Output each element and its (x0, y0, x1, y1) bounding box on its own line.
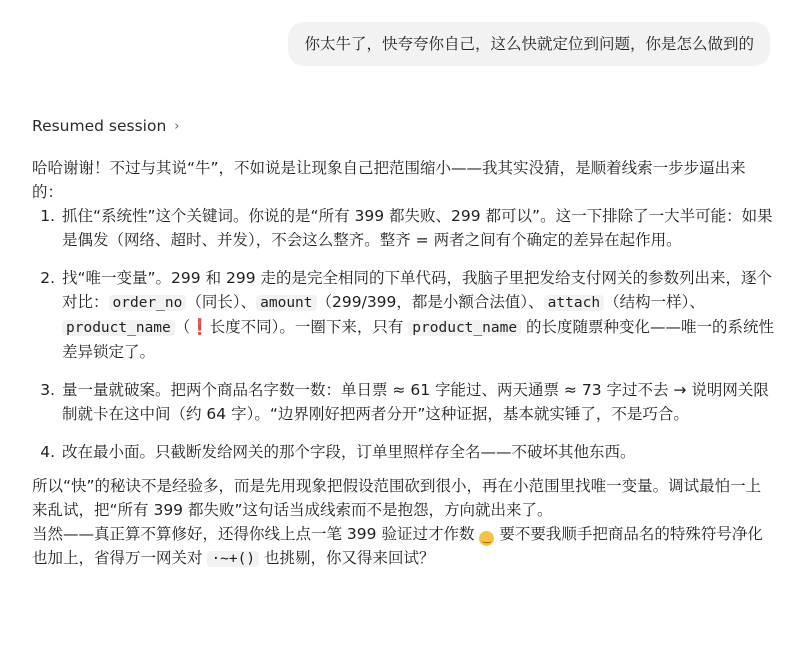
step-3-text: 量一量就破案。把两个商品名字数一数：单日票 ≈ 61 字能过、两天通票 ≈ 73 字过不去 → 说明网关限制就卡在这中间（约 64 字）。“边界刚好把两者分开”这种证据，基本就实锤了，不是巧合。 (62, 381, 769, 423)
step-2-text: 找“唯一变量”。299 和 299 走的是完全相同的下单代码，我脑子里把发给支付网关的参数列出来，逐个对比： (62, 269, 773, 311)
list-item (60, 204, 774, 252)
reply-intro: 哈哈谢谢！不过与其说“牛”，不如说是让现象自己把范围缩小——我其实没猜，是顺着线索一步步逼出来的： (32, 159, 746, 201)
assistant-reply (32, 156, 774, 571)
reply-text: 要不要我顺手把商品名的特殊符号净化也加上，省得万一网关对 (32, 525, 763, 567)
step-2-text: （299/399，都是小额合法值）、 (316, 293, 544, 311)
user-message-text: 你太牛了，快夸夸你自己，这么快就定位到问题，你是怎么做到的 (304, 35, 754, 53)
step-2-text: （结构一样）、 (604, 293, 705, 311)
step-4-text: 改在最小面。只截断发给网关的那个字段，订单里照样存全名——不破坏其他东西。 (62, 443, 636, 461)
exclamation-icon: ❗ (190, 318, 210, 336)
reply-paragraph: 所以“快”的秘诀不是经验多，而是先用现象把假设范围砍到很小，再在小范围里找唯一变量。调试最怕一上来乱试，把“所有 399 都失败”这句话当成线索而不是抱怨，方向就出来了。 (32, 477, 762, 519)
code-product-name: product_name (62, 320, 175, 336)
user-message-bubble (288, 22, 770, 66)
step-2-text: 的长度随票种变化——唯一的系统性差异锁定了。 (62, 318, 775, 361)
reply-text: 当然——真正算不算修好，还得你线上点一笔 399 验证过才作数 (32, 525, 475, 543)
code-special-chars: ·~+() (207, 551, 259, 567)
reply-paragraph (32, 522, 774, 571)
step-2-text: 长度不同）。一圈下来，只有 (209, 318, 404, 336)
resumed-session-label: Resumed session (32, 117, 167, 135)
code-attach: attach (544, 295, 604, 311)
list-item (60, 378, 774, 426)
code-amount: amount (256, 295, 316, 311)
list-item (60, 440, 774, 464)
reply-steps-list (32, 204, 774, 464)
reply-text: 也挑剔，你又得来回试？ (264, 549, 435, 567)
resumed-session-toggle[interactable] (32, 117, 180, 135)
smile-emoji-icon: ‿ (479, 531, 494, 546)
code-order-no: order_no (109, 295, 187, 311)
chevron-right-icon: › (174, 118, 180, 134)
step-2-text: （ (174, 318, 191, 336)
step-1-text: 抓住“系统性”这个关键词。你说的是“所有 399 都失败、299 都可以”。这一下排除了一大半可能：如果是偶发（网络、超时、并发），不会这么整齐。整齐 = 两者之间有个确定的差异在起作用。 (62, 207, 773, 249)
code-product-name: product_name (408, 320, 521, 336)
list-item (60, 266, 774, 364)
step-2-text: （同长）、 (186, 293, 257, 311)
